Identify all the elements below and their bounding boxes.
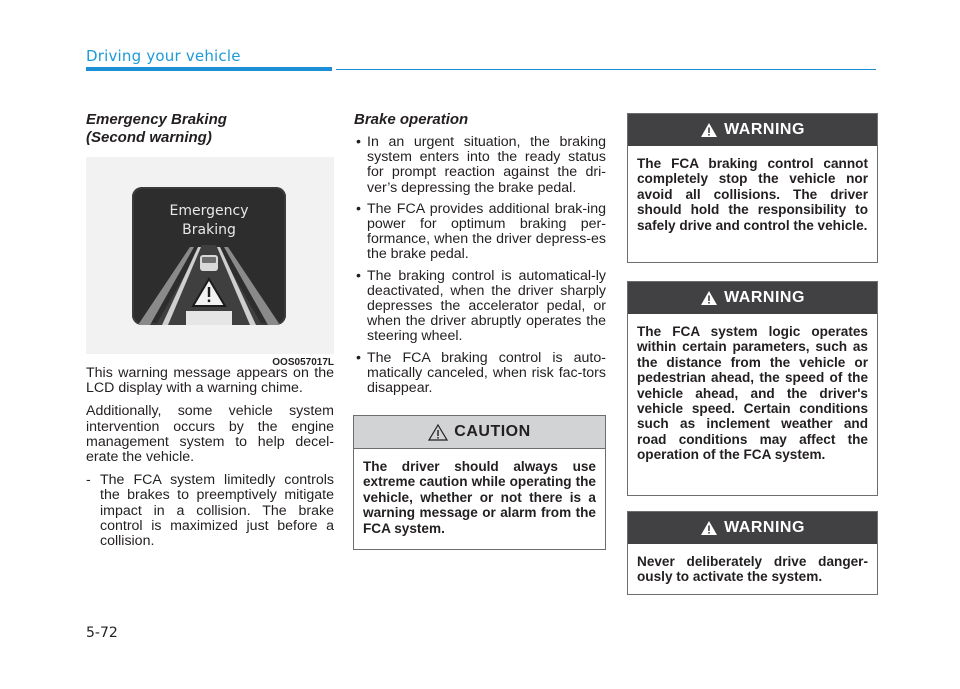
road-graphic	[132, 187, 286, 325]
paragraph-intervention: Additionally, some vehicle system intervention occurs by the engine management system to help decel-erate the vehicle.	[86, 403, 334, 466]
lcd-display	[132, 187, 286, 325]
warning-header	[628, 114, 877, 146]
header-accent-bar	[86, 67, 332, 71]
caution-triangle-icon	[428, 424, 448, 441]
middle-column	[354, 111, 606, 402]
caution-text: The driver should always use extreme caution while operating the vehicle, whether or not there is a warning message or alarm from the FCA system.	[363, 459, 596, 536]
list-item: • In an urgent situation, the braking system enters into the ready status for prompt reaction against the dri-ver’s depressing the brake pedal.	[354, 135, 606, 196]
warning-label: WARNING	[724, 519, 805, 536]
warning-text: Never deliberately drive danger-ously to activate the system.	[637, 554, 868, 585]
warning-label: WARNING	[724, 289, 805, 306]
lcd-text-line-1: Emergency	[169, 203, 249, 219]
list-item: • The FCA provides additional brak-ing power for optimum braking per-formance, when the driver depress-es the brake pedal.	[354, 202, 606, 263]
warning-triangle-icon	[700, 290, 718, 306]
warning-text: The FCA system logic operates within certain parameters, such as the distance from the vehicle or pedestrian ahead, the speed of the vehicle ahead, and the driver's vehicle speed. Certain conditions such as inclement weather and road conditions may affect the operation of the FCA system.	[637, 324, 868, 463]
warning-box-1	[627, 113, 878, 263]
caution-label: CAUTION	[454, 423, 531, 440]
heading-line-1: Emergency Braking	[86, 111, 227, 128]
section-header: Driving your vehicle	[86, 47, 241, 65]
dash-list-item	[86, 473, 334, 549]
paragraph-warning-message: This warning message appears on the LCD display with a warning chime.	[86, 365, 334, 397]
lcd-text-line-2: Braking	[182, 222, 236, 238]
left-column	[86, 111, 334, 549]
page-number: 5-72	[86, 625, 118, 641]
list-item: • The FCA braking control is auto-matically canceled, when risk fac-tors disappear.	[354, 351, 606, 397]
heading-line-2: (Second warning)	[86, 129, 212, 146]
warning-header	[628, 282, 877, 314]
brake-operation-heading: Brake operation	[354, 111, 469, 128]
cluster-figure	[86, 157, 334, 368]
warning-box-3	[627, 511, 878, 595]
warning-box-2	[627, 281, 878, 496]
warning-triangle-icon	[700, 520, 718, 536]
warning-triangle-icon	[700, 122, 718, 138]
caution-box	[353, 415, 606, 550]
figure-code: OOS057017L	[272, 357, 334, 368]
emergency-braking-heading	[86, 111, 334, 147]
brake-operation-list	[354, 135, 606, 396]
dash-item-text: The FCA system limitedly controls the brakes to preemptively mitigate impact in a collision. The brake control is maximized just before a collision.	[100, 472, 334, 550]
header-rule	[336, 69, 876, 70]
warning-text: The FCA braking control cannot completely stop the vehicle nor avoid all collisions. The driver should hold the responsibility to safely drive and control the vehicle.	[637, 156, 868, 233]
own-vehicle-icon	[186, 311, 232, 325]
warning-header	[628, 512, 877, 544]
warning-label: WARNING	[724, 121, 805, 138]
list-item: • The braking control is automatical-ly deactivated, when the driver sharply depresses the accelerator pedal, or when the driver abruptly operates the steering wheel.	[354, 269, 606, 345]
dash-marker: -	[86, 472, 91, 489]
caution-header	[354, 416, 605, 449]
